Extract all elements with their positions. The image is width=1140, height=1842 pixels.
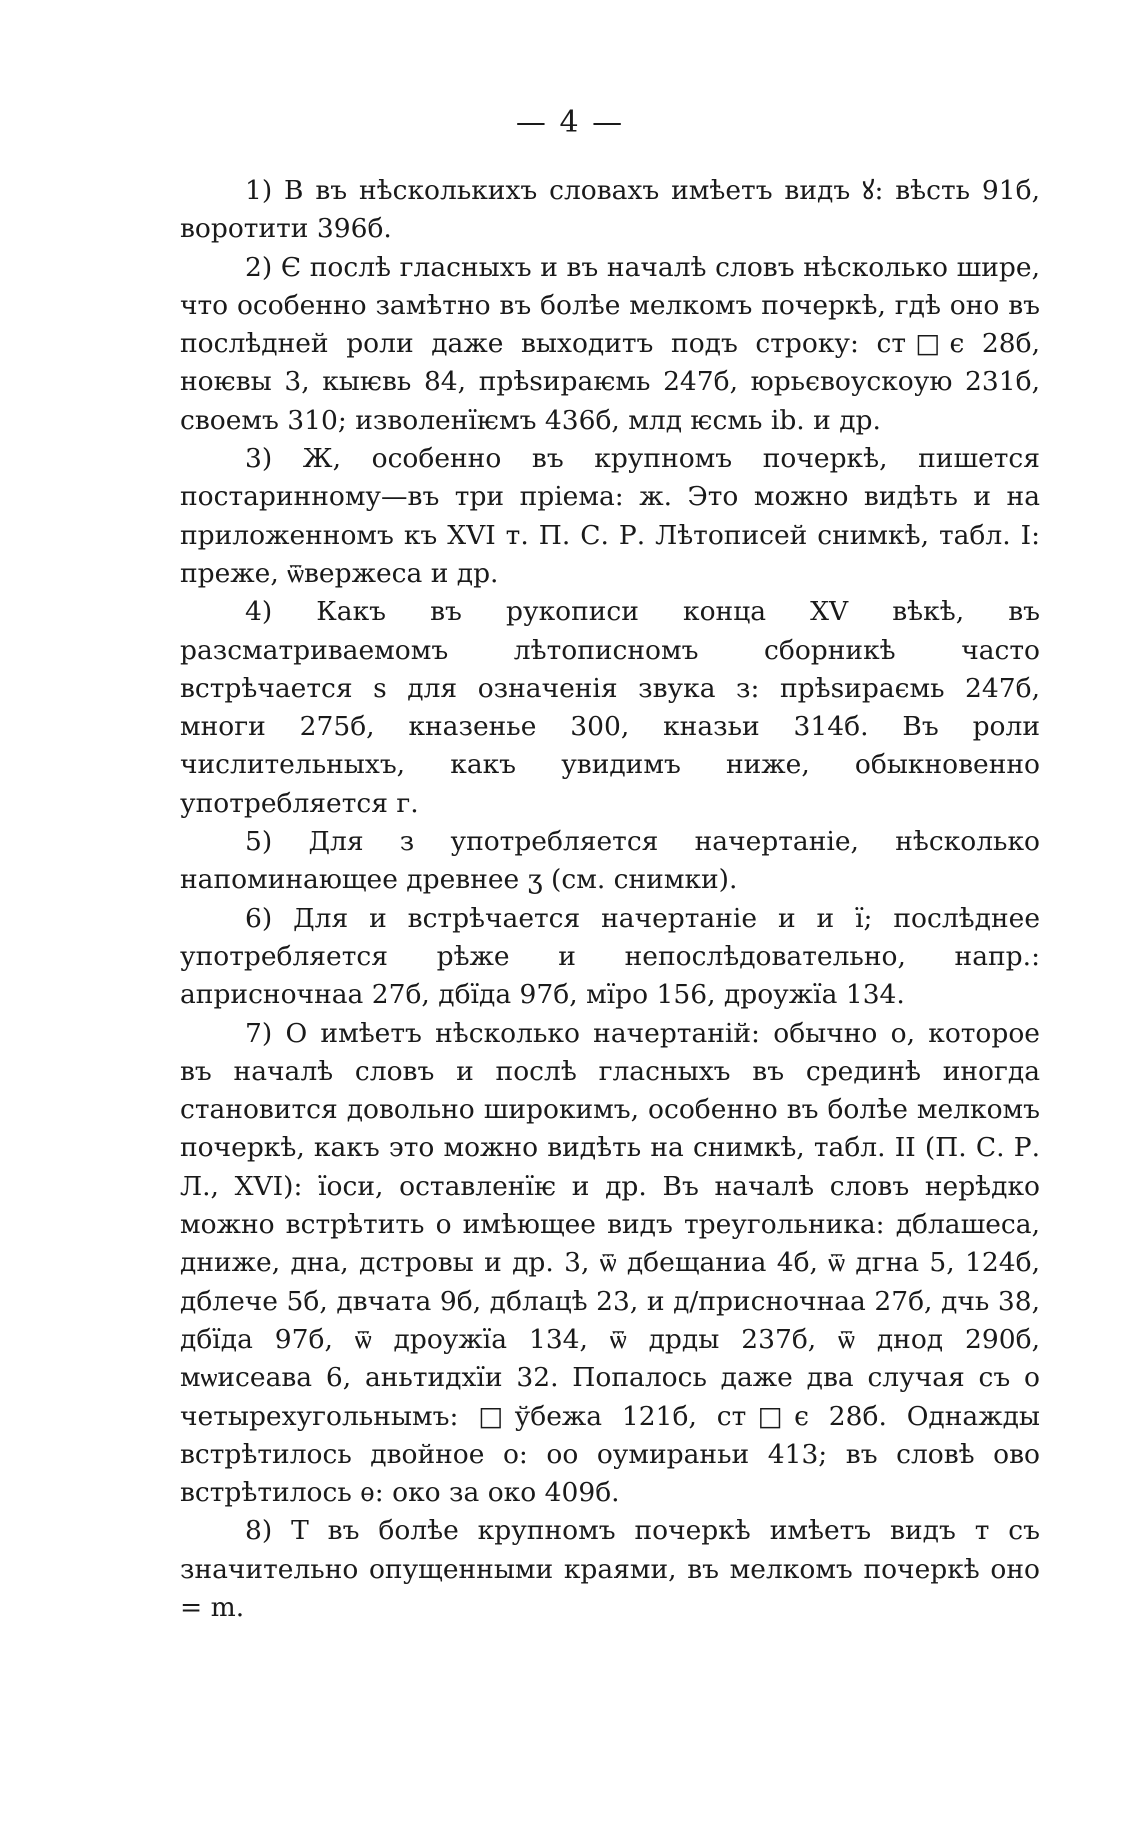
page-number: — 4 — bbox=[515, 105, 625, 140]
paragraph-2: 2) Є послѣ гласныхъ и въ началѣ словъ нѣсколько шире, что особенно замѣтно въ болѣе мелкомъ почеркѣ, гдѣ оно въ послѣдней роли даже выходитъ подъ строку: ст□є 28б, ноѥвы 3, кыѥвь 84, прѣѕираѥмь 247б, юрьєвоускоую 231б, своемъ 310; изволенїѥмъ 436б, млд ѥсмь іb. и др. bbox=[180, 251, 1040, 436]
paragraph-1: 1) В въ нѣсколькихъ словахъ имѣетъ видъ ꙋ: вѣсть 91б, воротити 396б. bbox=[180, 175, 1040, 245]
paragraph-8: 8) Т въ болѣе крупномъ почеркѣ имѣетъ видъ т съ значительно опущенными краями, въ мелкомъ почеркѣ оно = m. bbox=[180, 1515, 1040, 1623]
paragraph-5: 5) Для з употребляется начертаніе, нѣсколько напоминающее древнее ӡ (см. снимки). bbox=[180, 826, 1040, 896]
paragraph-4: 4) Какъ въ рукописи конца XV вѣкѣ, въ разсматриваемомъ лѣтописномъ сборникѣ часто встрѣчается ѕ для означенія звука з: прѣѕираємь 247б, многи 275б, кназенье 300, кназьи 314б. Въ роли числительныхъ, какъ увидимъ ниже, обыкновенно употребляется г. bbox=[180, 596, 1040, 819]
paragraph-3: 3) Ж, особенно въ крупномъ почеркѣ, пишется постаринному—въ три пріема: ж. Это можно видѣть и на приложенномъ къ XVI т. П. С. Р. Лѣтописей снимкѣ, табл. I: преже, ѿвержеса и др. bbox=[180, 443, 1040, 589]
paragraph-6: 6) Для и встрѣчается начертаніе и и ї; послѣднее употребляется рѣже и непослѣдовательно, напр.: априсночнаа 27б, дбїда 97б, мїро 156, дроужїа 134. bbox=[180, 902, 1040, 1011]
paragraph-7: 7) О имѣетъ нѣсколько начертаній: обычно о, которое въ началѣ словъ и послѣ гласныхъ въ срединѣ иногда становится довольно широкимъ, особенно въ болѣе мелкомъ почеркѣ, какъ это можно видѣть на снимкѣ, табл. II (П. С. Р. Л., XVI): їоси, оставленїѥ и др. Въ началѣ словъ нерѣдко можно встрѣтить о имѣющее видъ треугольника: дблашеса, дниже, дна, дстровы и др. 3, ѿ дбещаниа 4б, ѿ дгна 5, 124б, дблече 5б, двчата 9б, дблацѣ 23, и д/присночнаа 27б, дчь 38, дбїда 97б, ѿ дроужїа 134, ѿ дрды 237б, ѿ днод 290б, мѡисеава 6, аньтидхїи 32. Попалось даже два случая съ о четырехугольнымъ: □ўбежа 121б, ст□є 28б. Однажды встрѣтилось двойное о: оо оумираньи 413; въ словѣ ово встрѣтилось ѳ: око за око 409б. bbox=[180, 1017, 1040, 1509]
body-text bbox=[180, 172, 1040, 1627]
